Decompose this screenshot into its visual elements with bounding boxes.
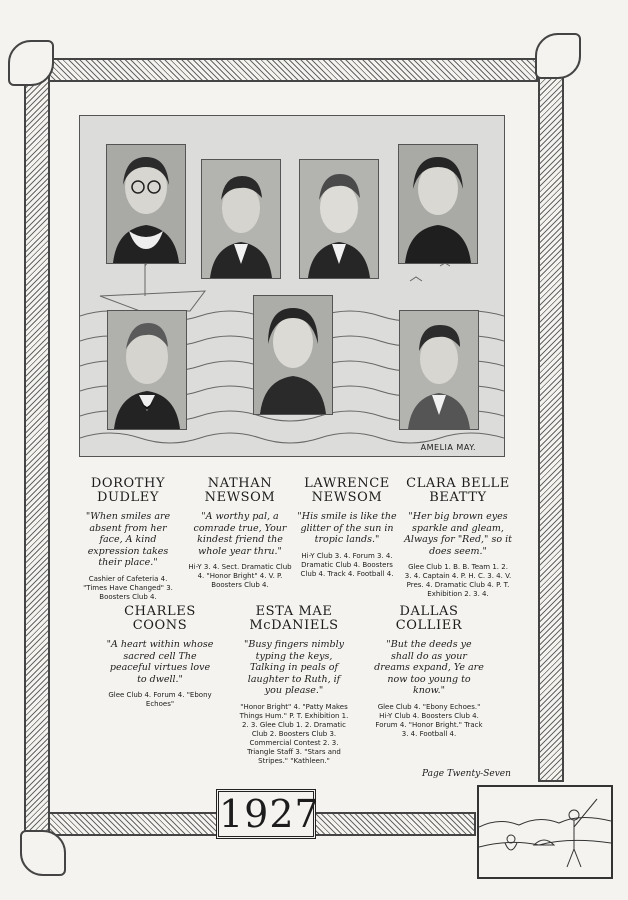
frame-border-top [48, 58, 538, 82]
corner-illustration [477, 785, 613, 879]
portrait-dallas-collier [399, 310, 479, 430]
senior-quote: "But the deeds ye shall do as your dreams expand, Ye are now too young to know." [374, 639, 484, 696]
senior-first-name: NATHAN [207, 476, 273, 491]
artist-signature: AMELIA MAY. [420, 443, 476, 452]
senior-quote: "When smiles are absent from her face, A kind expression takes their place." [85, 511, 171, 568]
frame-border-bottom-right [312, 812, 476, 836]
portrait-nathan-newsom [201, 159, 281, 279]
portrait-esta-mae-mcdaniels [253, 295, 333, 415]
frame-border-left [24, 58, 50, 836]
frame-border-bottom-left [48, 812, 218, 836]
portrait-dorothy-dudley [106, 144, 186, 264]
senior-entry-lawrence-newsom [297, 477, 397, 579]
senior-activities: "Honor Bright" 4. "Patty Makes Things Hum." P. T. Exhibition 1. 2. 3. Glee Club 1. 2. Dramatic Club 2. Boosters Club 3. Commercial Contest 2. 3. Triangle Staff 3. "Stars and Stripes." "Kathleen." [239, 702, 349, 765]
senior-first-name: CHARLES [124, 604, 196, 619]
senior-entry-dallas-collier [374, 605, 484, 739]
scroll-ornament-top-right [535, 33, 581, 79]
portrait-clara-belle-beatty [398, 144, 478, 264]
senior-last-name: NEWSOM [311, 490, 383, 505]
scroll-ornament-top-left [8, 40, 54, 86]
senior-first-name: DALLAS [399, 604, 459, 619]
senior-quote: "Her big brown eyes sparkle and gleam, Always for "Red," so it does seem." [404, 511, 512, 557]
senior-entry-esta-mae-mcdaniels [238, 605, 350, 766]
senior-quote: "A worthy pal, a comrade true, Your kindest friend the whole year thru." [193, 511, 287, 557]
senior-last-name: COONS [132, 618, 188, 633]
senior-first-name: CLARA BELLE [406, 476, 510, 491]
senior-activities: Hi-Y Club 3. 4. Forum 3. 4. Dramatic Club 4. Boosters Club 4. Track 4. Football 4. [300, 551, 394, 578]
senior-activities: Glee Club 4. Forum 4. "Ebony Echoes" [108, 691, 212, 708]
senior-last-name: NEWSOM [204, 490, 276, 505]
senior-photo-panel [79, 115, 505, 457]
year-banner: 1927 [216, 789, 316, 839]
senior-entry-charles-coons [106, 605, 214, 709]
senior-last-name: DUDLEY [96, 490, 160, 505]
senior-entry-nathan-newsom [186, 477, 294, 590]
frame-border-right [538, 58, 564, 782]
senior-last-name: McDANIELS [249, 618, 339, 633]
senior-last-name: BEATTY [429, 490, 487, 505]
senior-first-name: LAWRENCE [304, 476, 390, 491]
senior-activities: Cashier of Cafeteria 4. "Times Have Changed" 3. Boosters Club 4. [83, 574, 173, 601]
senior-activities: Glee Club 1. B. B. Team 1. 2. 3. 4. Captain 4. P. H. C. 3. 4. V. Pres. 4. Dramatic Club 4. P. T. Exhibition 2. 3. 4. [404, 563, 512, 598]
portrait-lawrence-newsom [299, 159, 379, 279]
senior-activities: Hi-Y 3. 4. Sect. Dramatic Club 4. "Honor Bright" 4. V. P. Boosters Club 4. [188, 563, 292, 589]
senior-first-name: DOROTHY [90, 476, 166, 491]
portrait-charles-coons [107, 310, 187, 430]
senior-activities: Glee Club 4. "Ebony Echoes." Hi-Y Club 4. Boosters Club 4. Forum 4. "Honor Bright." Track 3. 4. Football 4. [375, 702, 483, 738]
scroll-ornament-bottom-left [20, 830, 66, 876]
senior-last-name: COLLIER [395, 618, 463, 633]
senior-quote: "His smile is like the glitter of the sun in tropic lands." [297, 511, 397, 545]
senior-quote: "A heart within whose sacred cell The peaceful virtues love to dwell." [106, 639, 214, 685]
senior-entry-dorothy-dudley [79, 477, 177, 602]
page-number-label: Page Twenty-Seven [422, 769, 511, 779]
senior-first-name: ESTA MAE [255, 604, 333, 619]
senior-entry-clara-belle-beatty [404, 477, 512, 599]
senior-quote: "Busy fingers nimbly typing the keys, Talking in peals of laughter to Ruth, if you please." [244, 639, 344, 696]
